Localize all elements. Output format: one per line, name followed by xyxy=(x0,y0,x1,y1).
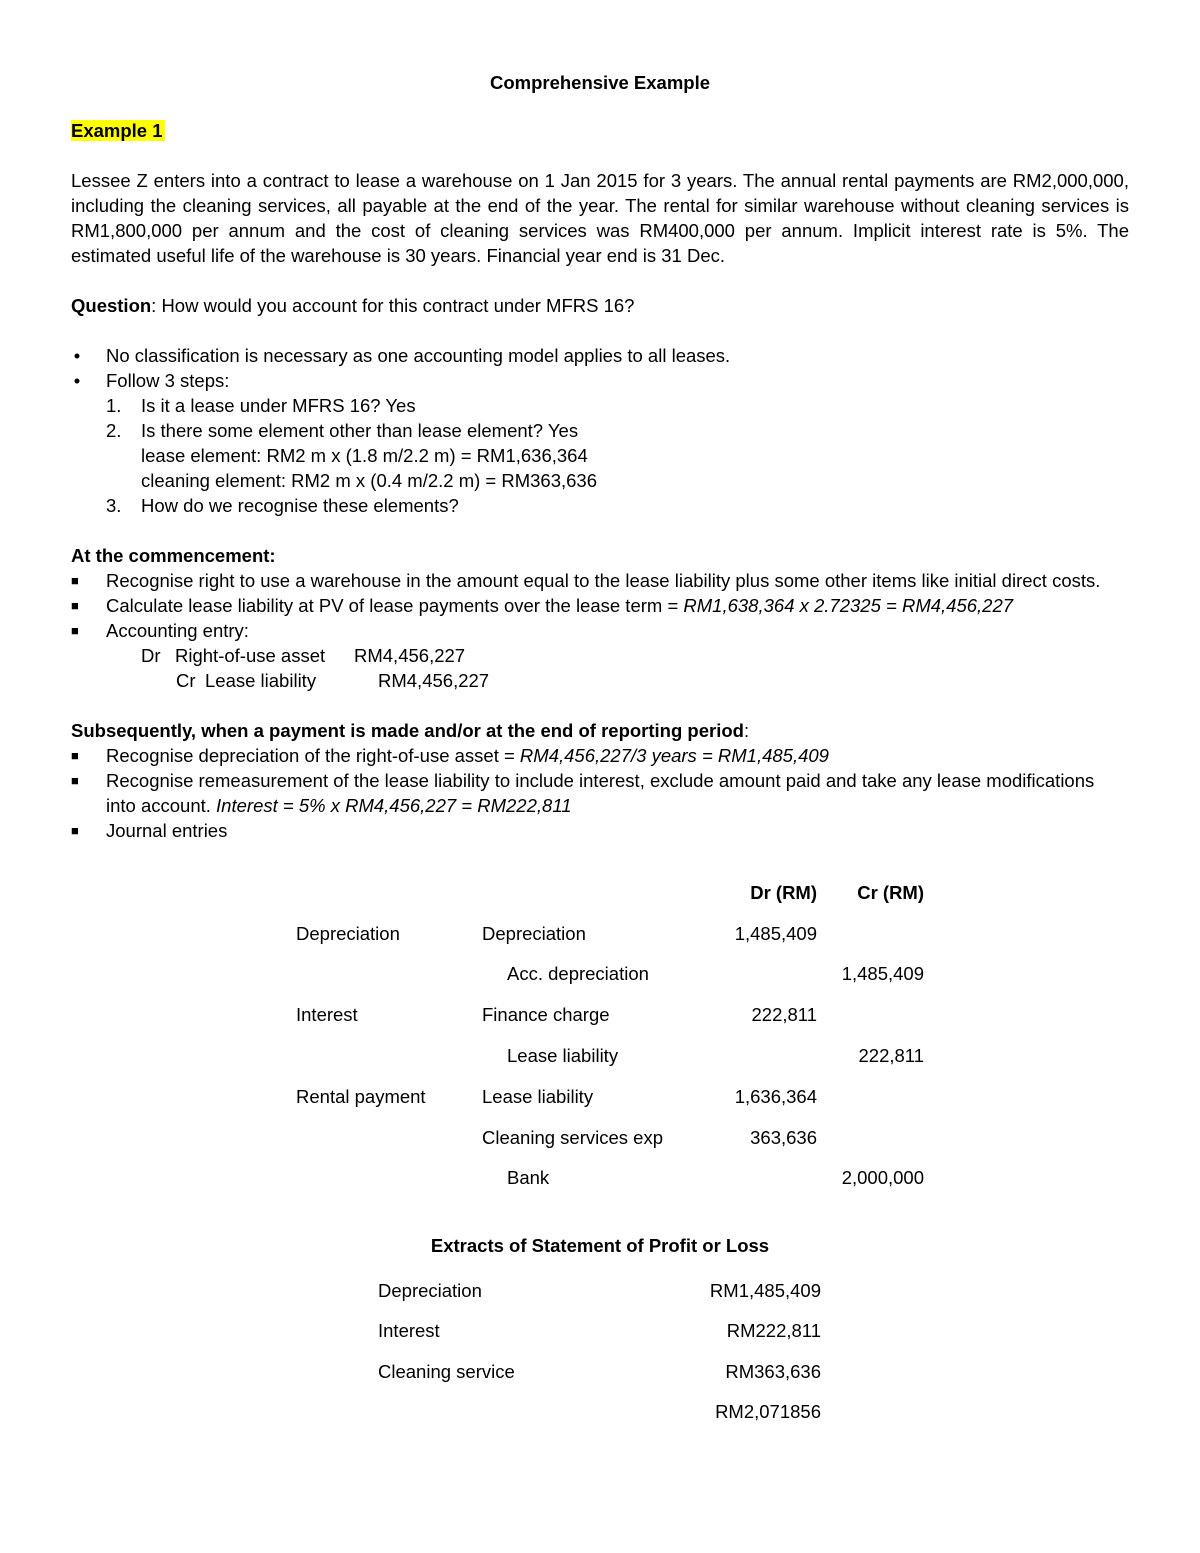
question-line xyxy=(71,293,1129,318)
question-text: : How would you account for this contract under MFRS 16? xyxy=(151,295,635,316)
step-item: 3. How do we recognise these elements? xyxy=(106,495,459,516)
dr-column-header: Dr (RM) xyxy=(750,881,817,903)
commencement-heading: At the commencement: xyxy=(71,545,276,566)
table-header-row xyxy=(296,872,924,913)
profit-loss-extract-table xyxy=(378,1270,821,1432)
journal-entries-table xyxy=(296,872,924,1198)
subsequent-list xyxy=(71,743,1129,843)
square-bullet-icon: ■ xyxy=(71,623,79,638)
cr-column-header: Cr (RM) xyxy=(857,881,924,903)
extract-title: Extracts of Statement of Profit or Loss xyxy=(430,1235,770,1256)
table-row: Bank 2,000,000 xyxy=(507,1167,924,1189)
steps-list xyxy=(71,393,1129,443)
table-row: Interest RM222,811 xyxy=(378,1320,821,1342)
key-points-list xyxy=(71,343,1129,393)
table-row: Rental payment Lease liability 1,636,364 xyxy=(296,1085,817,1107)
list-item: ■ Recognise right to use a warehouse in the amount equal to the lease liability plus some other items like initial direct costs. xyxy=(71,570,1101,591)
table-row: Depreciation RM1,485,409 xyxy=(378,1279,821,1301)
list-item: • No classification is necessary as one accounting model applies to all leases. xyxy=(71,343,1129,368)
subsequent-heading: Subsequently, when a payment is made and/or at the end of reporting period: xyxy=(71,720,750,741)
table-row: Acc. depreciation 1,485,409 xyxy=(507,963,924,985)
document-page xyxy=(71,70,1129,843)
scenario-paragraph: Lessee Z enters into a contract to lease a warehouse on 1 Jan 2015 for 3 years. The annual rental payments are RM2,000,000, including the cleaning services, all payable at the end of the year. The rental for similar warehouse without cleaning services is RM1,800,000 per annum and the cost of cleaning services was RM400,000 per annum. Implicit interest rate is 5%. The estimated useful life of the warehouse is 30 years. Financial year end is 31 Dec. xyxy=(71,170,1129,266)
square-bullet-icon: ■ xyxy=(71,573,79,588)
lease-element-line: lease element: RM2 m x (1.8 m/2.2 m) = RM1,636,364 xyxy=(141,445,588,466)
steps-list-cont xyxy=(71,493,1129,518)
table-row: Interest Finance charge 222,811 xyxy=(296,1004,817,1026)
list-item: ■ Journal entries xyxy=(71,820,228,841)
table-row: RM2,071856 xyxy=(715,1401,821,1423)
table-row: Cleaning services exp 363,636 xyxy=(482,1126,817,1148)
dr-entry-line: Dr Right-of-use asset RM4,456,227 xyxy=(141,645,466,666)
table-row: Cleaning service RM363,636 xyxy=(378,1360,821,1382)
cr-entry-line: Cr Lease liability RM4,456,227 xyxy=(176,670,490,691)
table-row: Depreciation Depreciation 1,485,409 xyxy=(296,922,817,944)
list-item: ■ Recognise remeasurement of the lease liability to include interest, exclude amount paid and take any lease modifications into account. Interest = 5% x RM4,456,227 = RM222,811 xyxy=(71,770,1095,816)
step-item: 1. Is it a lease under MFRS 16? Yes xyxy=(106,395,416,416)
square-bullet-icon: ■ xyxy=(71,748,79,763)
list-item: ■ Recognise depreciation of the right-of-use asset = RM4,456,227/3 years = RM1,485,409 xyxy=(71,745,829,766)
question-label: Question xyxy=(71,295,152,316)
example-heading xyxy=(71,118,1129,143)
commencement-list xyxy=(71,568,1129,643)
page-title: Comprehensive Example xyxy=(489,72,711,93)
square-bullet-icon: ■ xyxy=(71,598,79,613)
step-item: 2. Is there some element other than lease element? Yes xyxy=(106,420,579,441)
list-item: ■ Accounting entry: xyxy=(71,620,249,641)
cleaning-element-line: cleaning element: RM2 m x (0.4 m/2.2 m) = RM363,636 xyxy=(141,470,598,491)
example-label: Example 1 xyxy=(71,120,163,141)
list-item: • Follow 3 steps: xyxy=(71,368,1129,393)
square-bullet-icon: ■ xyxy=(71,773,79,788)
table-row: Lease liability 222,811 xyxy=(507,1045,924,1067)
list-item: ■ Calculate lease liability at PV of lease payments over the lease term = RM1,638,364 x 2.72325 = RM4,456,227 xyxy=(71,595,1014,616)
square-bullet-icon: ■ xyxy=(71,823,79,838)
bullet-icon: • xyxy=(73,370,81,391)
bullet-icon: • xyxy=(73,345,81,366)
